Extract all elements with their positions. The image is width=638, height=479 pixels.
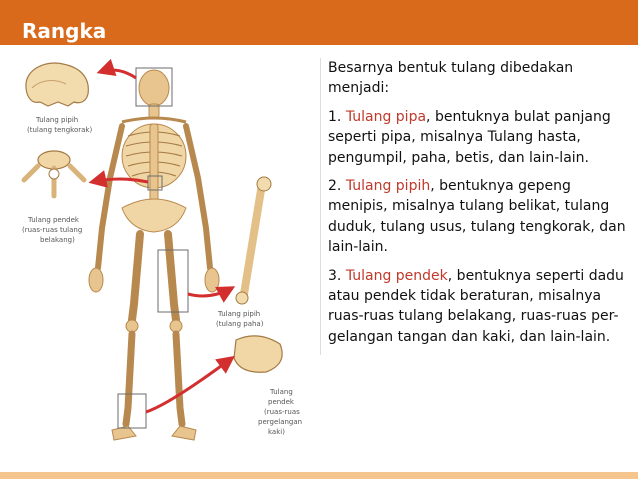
slide-title: Rangka xyxy=(22,19,107,43)
arrow-vertebra xyxy=(92,179,148,182)
point-2-term: Tulang pipih xyxy=(345,178,431,195)
label-joint-3: (ruas-ruas xyxy=(264,408,300,416)
bottom-bar xyxy=(0,472,638,479)
text-content xyxy=(320,58,634,355)
intro-paragraph: Besarnya bentuk tulang dibedakan menjadi: xyxy=(328,60,574,97)
label-flat-bone: Tulang pipih xyxy=(36,116,79,124)
point-3 xyxy=(328,266,634,348)
label-flat-bone-detail: (tulang tengkorak) xyxy=(27,126,93,134)
point-1-number: 1. xyxy=(328,108,342,125)
label-long-bone-detail: (tulang paha) xyxy=(216,320,264,328)
ankle-highlight-box xyxy=(118,394,146,428)
vertebra-icon xyxy=(24,151,84,196)
point-3-term: Tulang pendek xyxy=(345,267,448,284)
label-short-bone-detail-1: (ruas-ruas tulang xyxy=(22,226,83,234)
title-rule xyxy=(22,46,622,48)
label-joint-5: kaki) xyxy=(268,428,285,436)
label-joint-1: Tulang xyxy=(270,388,293,396)
arrow-skull xyxy=(100,70,136,78)
point-1-term: Tulang pipa xyxy=(345,108,427,125)
ankle-bone-icon xyxy=(234,336,282,372)
point-3-number: 3. xyxy=(328,267,342,284)
skeleton-icon xyxy=(89,70,219,440)
femur-icon xyxy=(236,177,271,304)
point-2-number: 2. xyxy=(328,178,342,195)
skeleton-illustration xyxy=(18,58,318,468)
label-short-bone-detail-2: belakang) xyxy=(40,236,75,244)
point-2-text: , bentuknya gepeng menipis, misalnya tulang belikat, tulang duduk, tulang usus, tulang tengkorak, dan lain-lain. xyxy=(328,178,626,256)
point-3-text: , bentuknya seperti dadu atau pendek tidak beraturan, misalnya ruas-ruas tulang belakang, ruas-ruas per-gelangan tangan dan kaki, dan lain-lain. xyxy=(328,267,624,345)
label-joint-2: pendek xyxy=(268,398,294,406)
point-2 xyxy=(328,176,634,258)
label-short-bone: Tulang pendek xyxy=(28,216,79,224)
arrow-ankle xyxy=(146,358,232,412)
skull-icon xyxy=(26,63,88,106)
point-1 xyxy=(328,107,634,168)
label-long-bone: Tulang pipih xyxy=(218,310,261,318)
label-joint-4: pergelangan xyxy=(258,418,303,426)
point-1-text: , bentuknya bulat panjang seperti pipa, misalnya Tulang hasta, pengumpil, paha, betis, dan lain-lain. xyxy=(328,108,611,166)
